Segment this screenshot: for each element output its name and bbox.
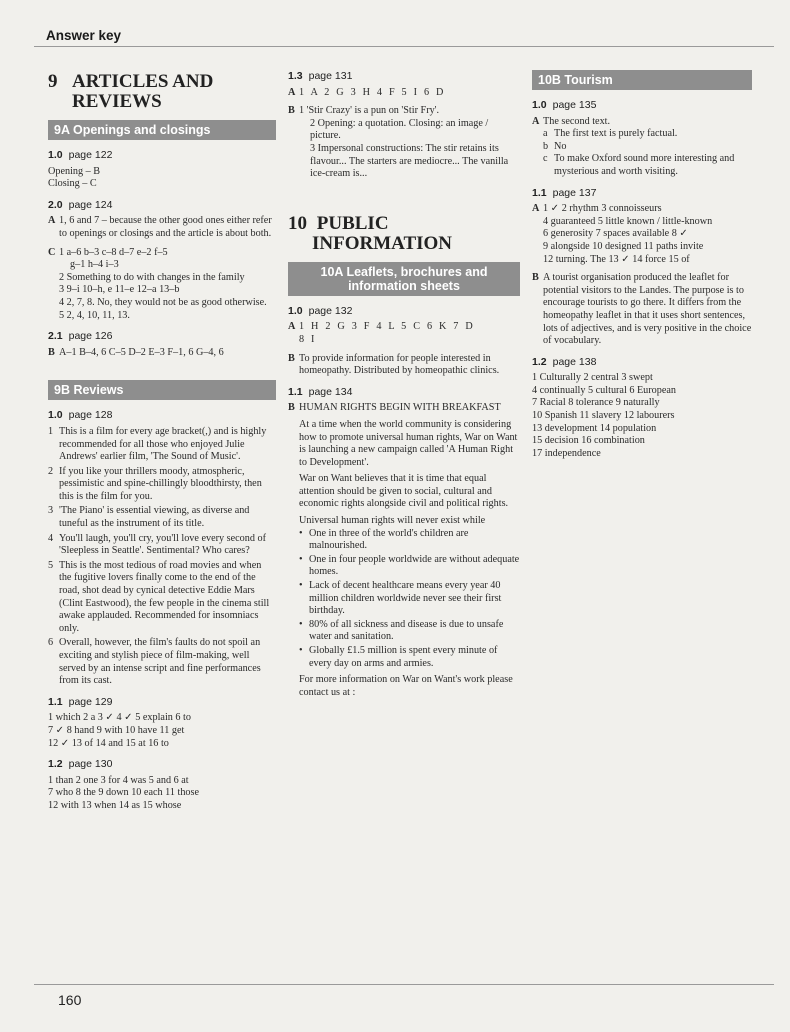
answer-a: A The second text. a The first text is purely factual. b No c To make Oxford sound more interesting and mysterious and worth visiting. [532,116,752,179]
answer-text: To provide information for people interested in homeopathy. Distributed by homeopathic clinics. [299,352,500,377]
answer-line: 1 than 2 one 3 for 4 was 5 and 6 at [48,774,189,786]
list-item: • Globally £1.5 million is spent every minute of every day on arms and armies. [299,645,498,669]
answer-b: B 1 'Stir Crazy' is a pun on 'Stir Fry'. 2 Opening: a quotation. Closing: an image / picture. 3 Impersonal constructions: The stir retains its flavour... The starters are mediocre... The vanilla ice-cream is... [288,105,520,181]
answer-line: 1 H 2 G 3 F 4 L 5 C 6 K 7 D [299,321,475,333]
unit-9-title-line2: REVIEWS [72,91,162,112]
exercise-page: page 128 [68,409,113,422]
sub-answer-b: b No [543,140,567,152]
exercise-number: 1.0 [48,409,63,422]
answer-line: 17 independence [532,447,601,459]
answer-line: 2 Something to do with changes in the family [59,271,245,283]
column-1 [48,70,276,813]
answer-line: 8 I [299,333,317,345]
column-2 [288,70,520,699]
exercise-heading [288,386,520,399]
exercise-number: 2.1 [48,330,63,343]
exercise-number: 1.2 [532,355,547,368]
section-10a-heading [288,262,520,296]
exercise-number: 1.1 [48,695,63,708]
leaflet-bullets [288,528,520,671]
answer-c: C 1 a–6 b–3 c–8 d–7 e–2 f–5 g–1 h–4 i–3 2 Something to do with changes in the family 3 9–i 10–h, e 11–e 12–a 13–b 4 2, 7, 8. No, they would not be as good otherwise. 5 2, 4, 10, 11, 13. [48,247,276,323]
exercise-page: page 124 [68,198,113,211]
answer-line: 12 turning. The 13 ✓ 14 force 15 of [543,253,690,265]
exercise-page: page 131 [308,70,353,82]
exercise-page: page 122 [68,149,113,161]
answer-line: 7 who 8 the 9 down 10 each 11 those [48,787,199,799]
answer-line: Opening – B [48,165,101,177]
exercise-page: page 130 [68,758,113,771]
answer-a: A 1 A 2 G 3 H 4 F 5 I 6 D [288,87,520,100]
answer-b: B A tourist organisation produced the leaflet for potential visitors to the Landes. The purpose is to encourage tourists to go there. It differs from the homeopathy leaflet in that it uses short sentences, lots of adjectives, and is very positive in the choice of vocabulary. [532,272,752,347]
section-10a-heading-line2: information sheets [348,278,460,293]
exercise-heading [532,99,752,112]
leaflet-paragraph: For more information on War on Want's work please contact us at : [299,674,513,698]
list-item: • One in four people worldwide are without adequate homes. [299,553,520,578]
answer-line: 1 Culturally 2 central 3 swept [532,372,653,384]
leaflet-paragraph: War on Want believes that it is time that equal attention should be given to social, cultural and economic rights alongside civil and political rights. [299,473,509,510]
answer-line: 1 a–6 b–3 c–8 d–7 e–2 f–5 [59,246,168,258]
answer-b: B HUMAN RIGHTS BEGIN WITH BREAKFAST [288,402,520,415]
unit-10-number: 10 [288,212,307,234]
answer-line: 3 9–i 10–h, e 11–e 12–a 13–b [59,284,180,296]
unit-9-title [48,72,276,112]
section-10b-heading: 10B Tourism [532,70,752,90]
answer-line: 1 which 2 a 3 ✓ 4 ✓ 5 explain 6 to [48,712,191,724]
answer-line: g–1 h–4 i–3 [70,259,119,271]
list-item: • One in three of the world's children are malnourished. [299,527,469,552]
answer-line: The second text. [543,115,611,127]
exercise-number: 1.0 [48,149,63,161]
leaflet-paragraph: Universal human rights will never exist while [299,515,486,527]
page-number: 160 [58,992,82,1008]
list-item: 3 'The Piano' is essential viewing, as diverse and tuneful as the instrument of its title. [48,505,250,530]
review-list [48,426,276,688]
exercise-number: 1.0 [532,99,547,111]
answer-line: 1 'Stir Crazy' is a pun on 'Stir Fry'. [299,105,440,117]
exercise-heading [288,305,520,318]
answer-line: 5 2, 4, 10, 11, 13. [59,309,130,321]
answer-a: A 1 ✓ 2 rhythm 3 connoisseurs 4 guaranteed 5 little known / little-known 6 generosity 7 spaces available 8 ✓ 9 alongside 10 designed 11 paths invite 12 turning. The 13 ✓ 14 force 15 of [532,203,752,266]
answer-b: B To provide information for people interested in homeopathy. Distributed by homeopathic clinics. [288,353,520,378]
list-item: 2 If you like your thrillers moody, atmospheric, pessimistic and spine-chillingly bloodthirsty, then this is the film for you. [48,465,262,502]
answer-text: 1, 6 and 7 – because the other good ones either refer to openings or closings and the article is about both. [59,215,272,239]
unit-9-title-line1: ARTICLES AND [72,71,214,92]
answer-line: 7 Racial 8 tolerance 9 naturally [532,397,660,409]
answer-b: B A–1 B–4, 6 C–5 D–2 E–3 F–1, 6 G–4, 6 [48,347,276,360]
leaflet-title: HUMAN RIGHTS BEGIN WITH BREAKFAST [299,402,501,414]
answer-line: 12 ✓ 13 of 14 and 15 at 16 to [48,737,169,749]
answer-line: Closing – C [48,178,97,190]
section-9b-heading: 9B Reviews [48,380,276,400]
sub-answer-a: a The first text is purely factual. [543,128,678,140]
exercise-number: 1.3 [288,70,303,82]
answer-text: 1 A 2 G 3 H 4 F 5 I 6 D [299,86,446,98]
answer-line: 4 continually 5 cultural 6 European [532,384,676,396]
answer-line: 6 generosity 7 spaces available 8 ✓ [543,228,688,240]
answer-line: 12 with 13 when 14 as 15 whose [48,799,182,811]
exercise-heading [48,149,276,162]
answer-line: 9 alongside 10 designed 11 paths invite [543,240,704,252]
exercise-heading [532,356,752,369]
exercise-heading [532,187,752,200]
exercise-page: page 126 [68,330,113,343]
answer-text: A–1 B–4, 6 C–5 D–2 E–3 F–1, 6 G–4, 6 [59,346,224,358]
answer-line: 2 Opening: a quotation. Closing: an image / picture. [310,117,489,142]
answer-line: 7 ✓ 8 hand 9 with 10 have 11 get [48,724,185,736]
answer-line: 1 ✓ 2 rhythm 3 connoisseurs [543,203,662,215]
exercise-number: 1.1 [532,186,547,199]
list-item: 5 This is the most tedious of road movies and when the fugitive lovers finally come to the end of the road, shot dead by cynical detective Eddie Mars (Clint Eastwood), the few people in the cinema still awake applauded. Recommended for insomniacs only. [48,559,270,634]
footer-divider [34,984,774,985]
answer-line: 15 decision 16 combination [532,435,645,447]
list-item: 1 This is a film for every age bracket(,) and is highly recommended for all those who enjoyed Julie Andrews' earlier film, 'The Sound of Music'. [48,425,267,463]
exercise-number: 1.0 [288,304,303,317]
exercise-page: page 129 [68,695,113,708]
list-item: 4 You'll laugh, you'll cry, you'll love every second of 'Sleepless in Seattle'. Sentimental? Who cares? [48,532,266,557]
header-title: Answer key [46,28,122,43]
exercise-number: 1.2 [48,758,63,771]
answer-a: A 1 H 2 G 3 F 4 L 5 C 6 K 7 D 8 I [288,321,520,346]
answer-line: 4 2, 7, 8. No, they would not be as good otherwise. [59,296,267,308]
unit-10-title [288,214,520,254]
answer-a: A 1, 6 and 7 – because the other good ones either refer to openings or closings and the article is about both. [48,215,276,240]
exercise-page: page 134 [308,385,353,398]
list-item: • 80% of all sickness and disease is due to unsafe water and sanitation. [299,618,504,643]
exercise-page: page 135 [552,99,597,111]
answer-line: 10 Spanish 11 slavery 12 labourers [532,410,675,422]
page-header [34,28,774,47]
exercise-page: page 138 [552,355,597,368]
exercise-heading [288,70,520,83]
exercise-heading [48,696,276,709]
list-item: • Lack of decent healthcare means every year 40 million children worldwide never see their first birthday. [299,580,502,617]
section-9a-heading: 9A Openings and closings [48,120,276,140]
answer-line: 3 Impersonal constructions: The stir retains its flavour... The starters are mediocre... The vanilla ice-cream is... [310,142,509,180]
sub-answer-c: c To make Oxford sound more interesting and mysterious and worth visiting. [543,153,735,177]
exercise-heading [48,330,276,343]
exercise-number: 1.1 [288,385,303,398]
leaflet-paragraph: At a time when the world community is considering how to promote universal human rights, War on Want is launching a new campaign called 'A Human Right to Development'. [299,418,518,468]
exercise-heading [48,409,276,422]
exercise-heading [48,199,276,212]
exercise-number: 2.0 [48,198,63,211]
answer-line: 13 development 14 population [532,422,657,434]
answer-text: A tourist organisation produced the leaflet for potential visitors to the Landes. The purpose is to encourage tourists to go there. It differs from the homeopathy leaflet in that it uses short sentences, lots of adjectives, and is very positive in the choice of vocabulary. [543,272,752,347]
answer-line: 4 guaranteed 5 little known / little-known [543,215,713,227]
column-3 [532,70,752,460]
unit-10-title-line1: PUBLIC [316,212,389,234]
list-item: 6 Overall, however, the film's faults do not spoil an exciting and stylish piece of film-making, well served by an intense script and fine performances from its cast. [48,637,261,687]
unit-9-number: 9 [48,71,58,92]
exercise-page: page 132 [308,304,353,317]
section-10a-heading-line1: 10A Leaflets, brochures and [320,264,488,279]
exercise-page: page 137 [552,186,597,199]
unit-10-title-line2: INFORMATION [312,232,453,254]
exercise-heading [48,758,276,771]
